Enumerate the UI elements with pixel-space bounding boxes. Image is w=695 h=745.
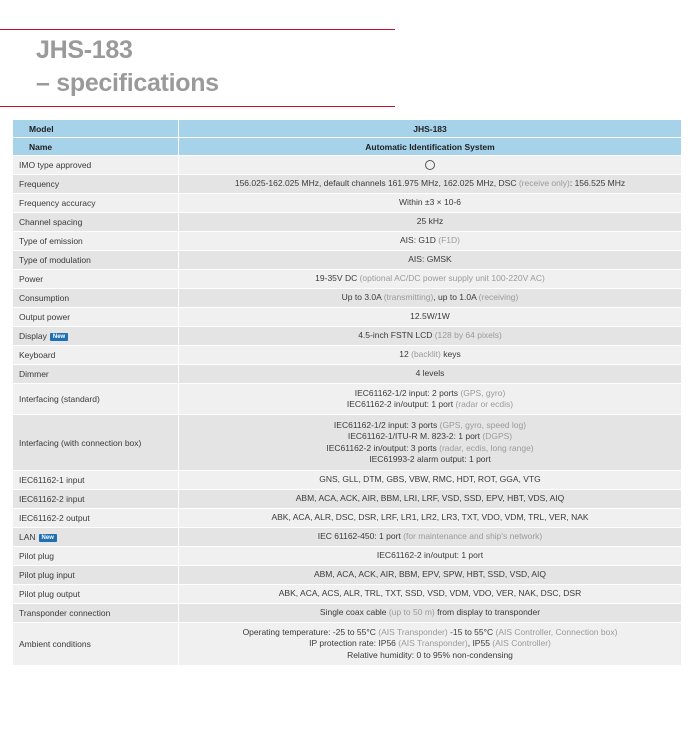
row-label: Frequency accuracy	[13, 194, 179, 213]
row-value: 12	[399, 349, 412, 360]
row-note: (F1D)	[438, 235, 460, 246]
row-note: (AIS Transponder)	[398, 638, 468, 649]
row-label: Frequency	[13, 175, 179, 194]
new-badge: New	[39, 534, 57, 542]
row-value: IP protection rate: IP56	[309, 638, 399, 649]
row-value: ABM, ACA, ACK, AIR, BBM, EPV, SPW, HBT, SSD, VSD, AIQ	[179, 566, 682, 585]
row-value: IEC61162-1/2 input: 2 ports	[354, 387, 461, 398]
table-row	[13, 194, 682, 213]
row-value: AIS: G1D	[400, 235, 439, 246]
row-value: 25 kHz	[179, 213, 682, 232]
row-value: 12.5W/1W	[179, 308, 682, 327]
row-note: (radar or ecdis)	[455, 399, 514, 409]
row-value: IEC 61162-450: 1 port	[317, 531, 404, 542]
row-value-tail: from display to transponder	[434, 607, 541, 618]
row-label: Keyboard	[13, 346, 179, 365]
table-row	[13, 213, 682, 232]
row-value: IEC61162-2 in/output: 1 port	[346, 399, 456, 409]
table-row	[13, 528, 682, 547]
title-line-1: JHS-183	[36, 36, 133, 64]
title-top-rule	[0, 29, 395, 30]
row-value: AIS: GMSK	[179, 251, 682, 270]
row-value: ABM, ACA, ACK, AIR, BBM, LRI, LRF, VSD, SSD, EPV, HBT, VDS, AIQ	[179, 490, 682, 509]
row-label: Type of modulation	[13, 251, 179, 270]
table-row	[13, 509, 682, 528]
row-label: Output power	[13, 308, 179, 327]
table-row	[13, 566, 682, 585]
row-value: ABK, ACA, ACS, ALR, TRL, TXT, SSD, VSD, VDM, VDO, VER, NAK, DSC, DSR	[179, 585, 682, 604]
row-label: Dimmer	[13, 365, 179, 384]
header-row-name	[13, 138, 682, 156]
row-label: Transponder connection	[13, 604, 179, 623]
specifications-table	[12, 119, 682, 666]
row-label: Power	[13, 270, 179, 289]
table-row	[13, 365, 682, 384]
row-label: Type of emission	[13, 232, 179, 251]
table-row	[13, 346, 682, 365]
row-value: IEC61162-1/2 input: 3 ports	[333, 419, 440, 430]
row-label: Ambient conditions	[13, 623, 179, 666]
row-note: (radar, ecdis, long range)	[439, 442, 534, 453]
row-value: , up to 1.0A	[433, 292, 479, 303]
row-value: IEC61993-2 alarm output: 1 port	[369, 454, 491, 464]
table-row	[13, 490, 682, 509]
table-row	[13, 156, 682, 175]
row-value: -15 to 55°C	[447, 626, 496, 637]
table-row	[13, 547, 682, 566]
row-value: Relative humidity: 0 to 95% non-condensing	[347, 649, 513, 660]
row-note: (128 by 64 pixels)	[434, 330, 502, 341]
row-note: (receiving)	[478, 292, 519, 303]
row-label: IEC61162-1 input	[13, 471, 179, 490]
row-label: Channel spacing	[13, 213, 179, 232]
table-row	[13, 289, 682, 308]
row-value: Single coax cable	[319, 607, 389, 618]
row-value-tail: : 156.525 MHz	[569, 178, 626, 189]
row-value: 4.5-inch FSTN LCD	[358, 330, 435, 341]
row-value: IEC61162-2 in/output: 1 port	[179, 547, 682, 566]
row-label: IEC61162-2 output	[13, 509, 179, 528]
table-row	[13, 623, 682, 666]
row-label: IMO type approved	[13, 156, 179, 175]
name-value: Automatic Identification System	[179, 138, 682, 156]
row-note: (DGPS)	[482, 431, 513, 441]
row-value: GNS, GLL, DTM, GBS, VBW, RMC, HDT, ROT, GGA, VTG	[179, 471, 682, 490]
row-note: (AIS Transponder)	[378, 626, 448, 637]
row-value: 4 levels	[179, 365, 682, 384]
table-row	[13, 251, 682, 270]
row-note: (AIS Controller)	[492, 638, 551, 649]
row-label: Pilot plug output	[13, 585, 179, 604]
row-note: (receive only)	[518, 178, 570, 189]
name-label: Name	[13, 138, 179, 156]
table-row	[13, 604, 682, 623]
table-row	[13, 585, 682, 604]
row-note: (up to 50 m)	[388, 607, 435, 618]
row-note: (AIS Controller, Connection box)	[495, 626, 618, 637]
row-label: Pilot plug input	[13, 566, 179, 585]
model-value: JHS-183	[179, 120, 682, 138]
table-row	[13, 471, 682, 490]
row-note: (backlit)	[411, 349, 441, 360]
header-row-model	[13, 120, 682, 138]
table-row	[13, 270, 682, 289]
row-value: Operating temperature: -25 to 55°C	[242, 626, 379, 637]
table-row	[13, 384, 682, 415]
page-title	[36, 34, 219, 100]
row-note: (GPS, gyro, speed log)	[439, 419, 527, 430]
row-label: Pilot plug	[13, 547, 179, 566]
row-value: Up to 3.0A	[341, 292, 384, 303]
table-row	[13, 232, 682, 251]
circle-icon	[425, 160, 435, 170]
table-row	[13, 175, 682, 194]
title-line-2: – specifications	[36, 69, 219, 97]
row-value: 19-35V DC	[315, 273, 360, 284]
row-note: (transmitting)	[383, 292, 434, 303]
row-value: 156.025-162.025 MHz, default channels 161.975 MHz, 162.025 MHz, DSC	[234, 178, 519, 189]
row-value: IEC61162-1/ITU-R M. 823-2: 1 port	[347, 431, 483, 441]
row-label: Interfacing (with connection box)	[13, 415, 179, 471]
row-value: IEC61162-2 in/output: 3 ports	[326, 442, 440, 453]
title-bottom-rule	[0, 106, 395, 107]
row-value: , IP55	[467, 638, 493, 649]
row-label: Consumption	[13, 289, 179, 308]
row-label: Interfacing (standard)	[13, 384, 179, 415]
row-value: ABK, ACA, ALR, DSC, DSR, LRF, LR1, LR2, LR3, TXT, VDO, VDM, TRL, VER, NAK	[179, 509, 682, 528]
row-value: Within ±3 × 10-6	[179, 194, 682, 213]
model-label: Model	[13, 120, 179, 138]
table-row	[13, 308, 682, 327]
row-label: LAN	[19, 532, 36, 542]
table-row	[13, 327, 682, 346]
row-label: IEC61162-2 input	[13, 490, 179, 509]
new-badge: New	[50, 333, 68, 341]
row-label: Display	[19, 331, 47, 341]
row-note: (for maintenance and ship's network)	[403, 531, 543, 542]
row-note: (GPS, gyro)	[460, 387, 506, 398]
row-note: (optional AC/DC power supply unit 100-220V AC)	[359, 273, 545, 284]
row-value-tail: keys	[440, 349, 461, 360]
table-row	[13, 415, 682, 471]
